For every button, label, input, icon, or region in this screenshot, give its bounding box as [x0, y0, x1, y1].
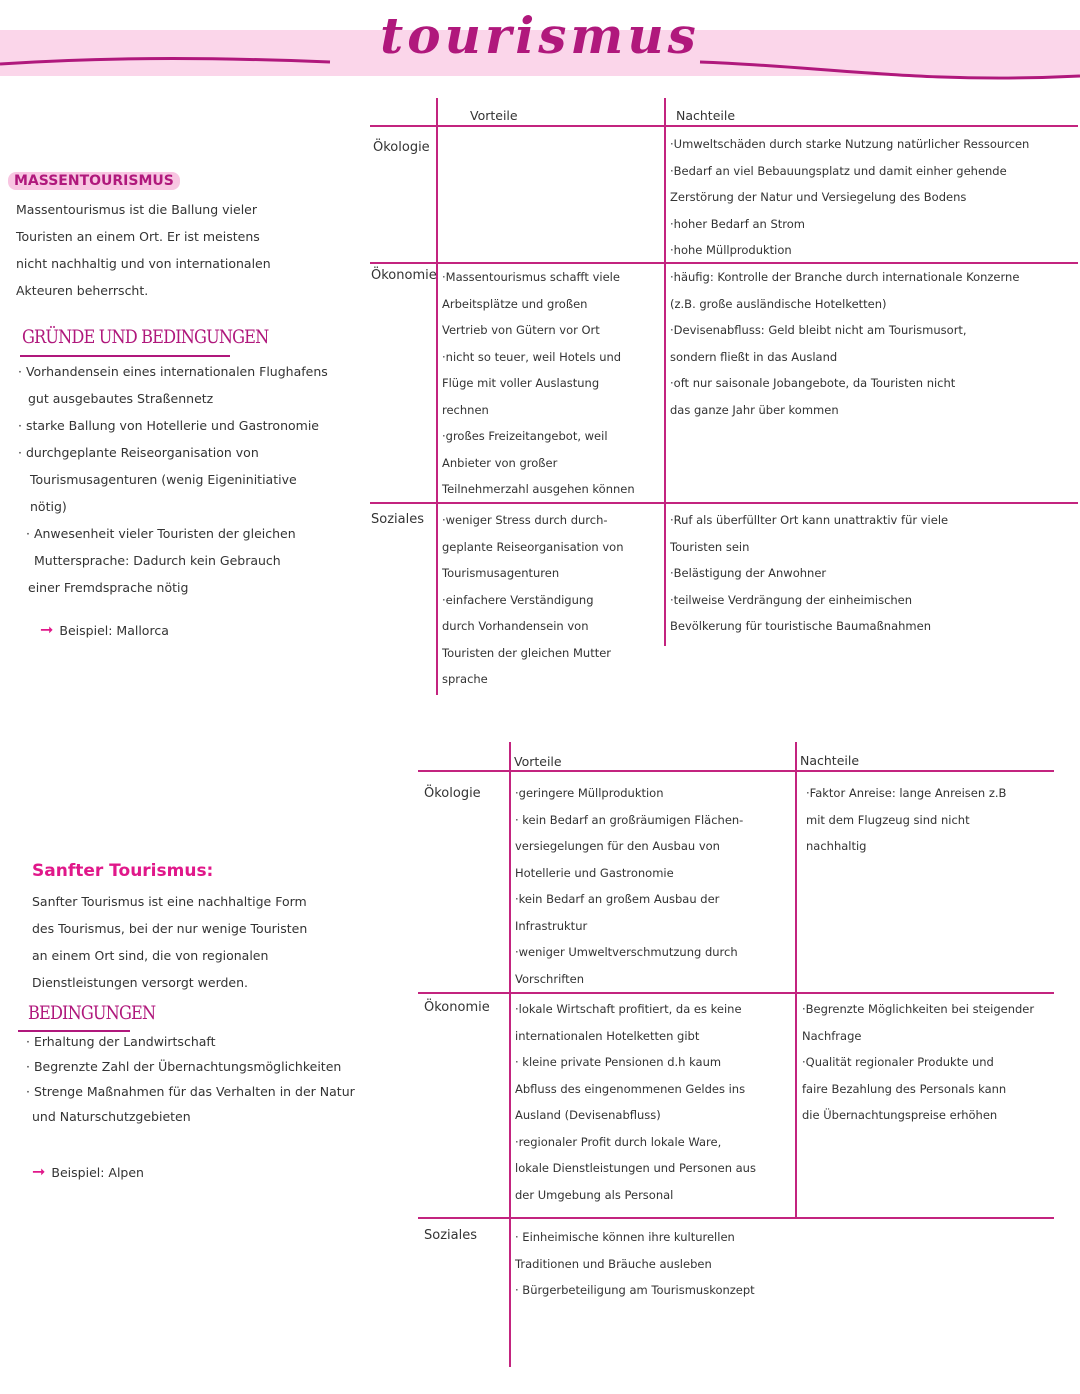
mass-table-vline-left	[436, 98, 438, 695]
soft-row-oekonomie: Ökonomie	[424, 1000, 490, 1015]
list-item: internationalen Hotelketten gibt	[515, 1028, 700, 1043]
list-item: rechnen	[442, 402, 489, 417]
soft-conditions-heading: BEDINGUNGEN	[28, 1002, 156, 1024]
list-item: Tourismusagenturen (wenig Eigeninitiative	[30, 472, 297, 487]
list-item: Zerstörung der Natur und Versiegelung des Bodens	[670, 190, 967, 204]
mass-oekonomie-disadvantages	[670, 264, 1078, 423]
mass-example	[40, 620, 169, 639]
soft-col-advantages: Vorteile	[514, 754, 562, 769]
soft-row-soziales: Soziales	[424, 1228, 477, 1243]
mass-table-vline-right	[664, 98, 666, 646]
list-item: Hotellerie und Gastronomie	[515, 865, 674, 880]
mass-reasons-list	[18, 358, 363, 601]
list-item: Touristen der gleichen Mutter	[442, 645, 612, 660]
soft-table-vline-right	[795, 742, 797, 1217]
mass-reasons-heading: GRÜNDE UND BEDINGUNGEN	[22, 326, 269, 348]
list-item: Bevölkerung für touristische Baumaßnahmen	[670, 619, 932, 633]
list-item: ·Belästigung der Anwohner	[670, 566, 827, 580]
list-item: · kein Bedarf an großräumigen Flächen-	[515, 812, 744, 827]
list-item: der Umgebung als Personal	[515, 1187, 674, 1202]
list-item: Traditionen und Bräuche ausleben	[515, 1256, 712, 1271]
list-item: ·oft nur saisonale Jobangebote, da Touristen nicht	[670, 376, 956, 390]
mass-example-text: Beispiel: Mallorca	[59, 623, 169, 638]
list-item: ·lokale Wirtschaft profitiert, da es keine	[515, 1002, 742, 1016]
soft-definition	[32, 888, 372, 996]
soft-oekologie-disadvantages	[806, 780, 1076, 860]
list-item: lokale Dienstleistungen und Personen aus	[515, 1161, 756, 1175]
mass-heading: MASSENTOURISMUS	[8, 172, 180, 190]
list-item: ·Begrenzte Möglichkeiten bei steigender	[802, 1002, 1035, 1016]
soft-example-text: Beispiel: Alpen	[51, 1165, 144, 1180]
mass-col-advantages: Vorteile	[470, 108, 518, 123]
soft-row-oekologie: Ökologie	[424, 786, 481, 801]
mass-definition-line: nicht nachhaltig und von internationalen	[16, 256, 271, 271]
list-item: sondern fließt in das Ausland	[670, 349, 838, 364]
mass-soziales-disadvantages	[670, 507, 1078, 640]
mass-soziales-advantages	[442, 507, 662, 693]
soft-example	[32, 1162, 144, 1181]
list-item: ·weniger Stress durch durch-	[442, 513, 608, 527]
list-item: und Naturschutzgebieten	[32, 1109, 191, 1124]
list-item: · kleine private Pensionen d.h kaum	[515, 1055, 722, 1069]
list-item: ·regionaler Profit durch lokale Ware,	[515, 1134, 722, 1149]
mass-oekologie-disadvantages	[670, 131, 1078, 264]
list-item: ·Bedarf an viel Bebauungsplatz und damit einher gehende	[670, 163, 1007, 178]
mass-table-header-line	[370, 125, 1078, 127]
soft-oekonomie-advantages	[515, 996, 793, 1208]
soft-definition-line: Sanfter Tourismus ist eine nachhaltige Form	[32, 894, 307, 909]
list-item: · Einheimische können ihre kulturellen	[515, 1230, 735, 1244]
list-item: · Vorhandensein eines internationalen Flughafens	[18, 364, 328, 379]
list-item: Ausland (Devisenabfluss)	[515, 1108, 661, 1122]
mass-col-disadvantages: Nachteile	[676, 108, 736, 123]
list-item: sprache	[442, 672, 488, 686]
list-item: ·großes Freizeitangebot, weil	[442, 429, 608, 443]
soft-table-row-line	[418, 992, 1054, 994]
list-item: ·hoher Bedarf an Strom	[670, 216, 805, 231]
list-item: ·Faktor Anreise: lange Anreisen z.B	[806, 786, 1007, 800]
list-item: · Bürgerbeteiligung am Tourismuskonzept	[515, 1283, 755, 1297]
list-item: Vorschriften	[515, 971, 584, 986]
soft-table-vline-left	[509, 742, 511, 1367]
list-item: Abfluss des eingenommenen Geldes ins	[515, 1081, 746, 1096]
soft-col-disadvantages: Nachteile	[800, 753, 860, 768]
list-item: ·einfachere Verständigung	[442, 592, 594, 607]
list-item: ·Qualität regionaler Produkte und	[802, 1055, 994, 1069]
mass-definition-line: Touristen an einem Ort. Er ist meistens	[16, 229, 260, 244]
list-item: Vertrieb von Gütern vor Ort	[442, 323, 600, 337]
soft-oekologie-advantages	[515, 780, 793, 992]
arrow-right-icon: ➞	[40, 620, 54, 639]
list-item: das ganze Jahr über kommen	[670, 402, 839, 417]
list-item: Teilnehmerzahl ausgehen können	[442, 482, 635, 496]
mass-row-soziales: Soziales	[371, 512, 424, 527]
mass-definition-line: Akteuren beherrscht.	[16, 283, 149, 298]
soft-oekonomie-disadvantages	[802, 996, 1078, 1129]
list-item: ·Umweltschäden durch starke Nutzung natürlicher Ressourcen	[670, 137, 1030, 151]
list-item: ·nicht so teuer, weil Hotels und	[442, 349, 622, 364]
list-item: · starke Ballung von Hotellerie und Gastronomie	[18, 418, 319, 433]
mass-oekonomie-advantages	[442, 264, 662, 503]
mass-row-oekologie: Ökologie	[373, 140, 430, 155]
mass-definition	[16, 196, 346, 304]
soft-soziales-advantages	[515, 1224, 797, 1304]
page-title: tourismus	[380, 6, 700, 65]
list-item: versiegelungen für den Ausbau von	[515, 839, 720, 853]
list-item: ·Ruf als überfüllter Ort kann unattraktiv für viele	[670, 513, 949, 527]
list-item: · Anwesenheit vieler Touristen der gleichen	[26, 526, 296, 541]
list-item: ·hohe Müllproduktion	[670, 243, 792, 257]
list-item: ·Devisenabfluss: Geld bleibt nicht am Tourismusort,	[670, 323, 967, 337]
list-item: Nachfrage	[802, 1028, 862, 1043]
soft-conditions-list	[26, 1029, 396, 1129]
mass-definition-line: Massentourismus ist die Ballung vieler	[16, 202, 257, 217]
list-item: · Begrenzte Zahl der Übernachtungsmöglichkeiten	[26, 1059, 342, 1074]
soft-definition-line: an einem Ort sind, die von regionalen	[32, 948, 269, 963]
list-item: Anbieter von großer	[442, 455, 558, 470]
list-item: · durchgeplante Reiseorganisation von	[18, 445, 259, 460]
list-item: · Erhaltung der Landwirtschaft	[26, 1034, 216, 1049]
list-item: ·häufig: Kontrolle der Branche durch internationale Konzerne	[670, 270, 1020, 284]
list-item: ·geringere Müllproduktion	[515, 786, 664, 800]
list-item: (z.B. große ausländische Hotelketten)	[670, 296, 887, 311]
list-item: geplante Reiseorganisation von	[442, 539, 624, 554]
list-item: die Übernachtungspreise erhöhen	[802, 1108, 998, 1122]
list-item: nötig)	[30, 499, 67, 514]
list-item: gut ausgebautes Straßennetz	[28, 391, 214, 406]
list-item: ·Massentourismus schafft viele	[442, 270, 620, 284]
list-item: durch Vorhandensein von	[442, 619, 589, 633]
list-item: Arbeitsplätze und großen	[442, 296, 588, 311]
soft-table-row-line	[418, 1217, 1054, 1219]
list-item: Touristen sein	[670, 539, 750, 554]
list-item: Muttersprache: Dadurch kein Gebrauch	[34, 553, 281, 568]
list-item: Infrastruktur	[515, 918, 588, 933]
list-item: Flüge mit voller Auslastung	[442, 376, 600, 390]
mass-row-oekonomie: Ökonomie	[371, 268, 437, 283]
list-item: ·weniger Umweltverschmutzung durch	[515, 945, 738, 959]
soft-definition-line: Dienstleistungen versorgt werden.	[32, 975, 249, 990]
soft-heading: Sanfter Tourismus:	[32, 861, 214, 881]
list-item: · Strenge Maßnahmen für das Verhalten in der Natur	[26, 1084, 355, 1099]
list-item: faire Bezahlung des Personals kann	[802, 1081, 1007, 1096]
arrow-right-icon: ➞	[32, 1162, 46, 1181]
list-item: Tourismusagenturen	[442, 566, 560, 580]
list-item: ·kein Bedarf an großem Ausbau der	[515, 892, 720, 906]
soft-table-header-line	[418, 770, 1054, 772]
list-item: nachhaltig	[806, 839, 867, 853]
mass-reasons-underline	[20, 355, 230, 357]
list-item: ·teilweise Verdrängung der einheimischen	[670, 592, 913, 607]
list-item: mit dem Flugzeug sind nicht	[806, 812, 970, 827]
soft-definition-line: des Tourismus, bei der nur wenige Touristen	[32, 921, 308, 936]
list-item: einer Fremdsprache nötig	[28, 580, 189, 595]
